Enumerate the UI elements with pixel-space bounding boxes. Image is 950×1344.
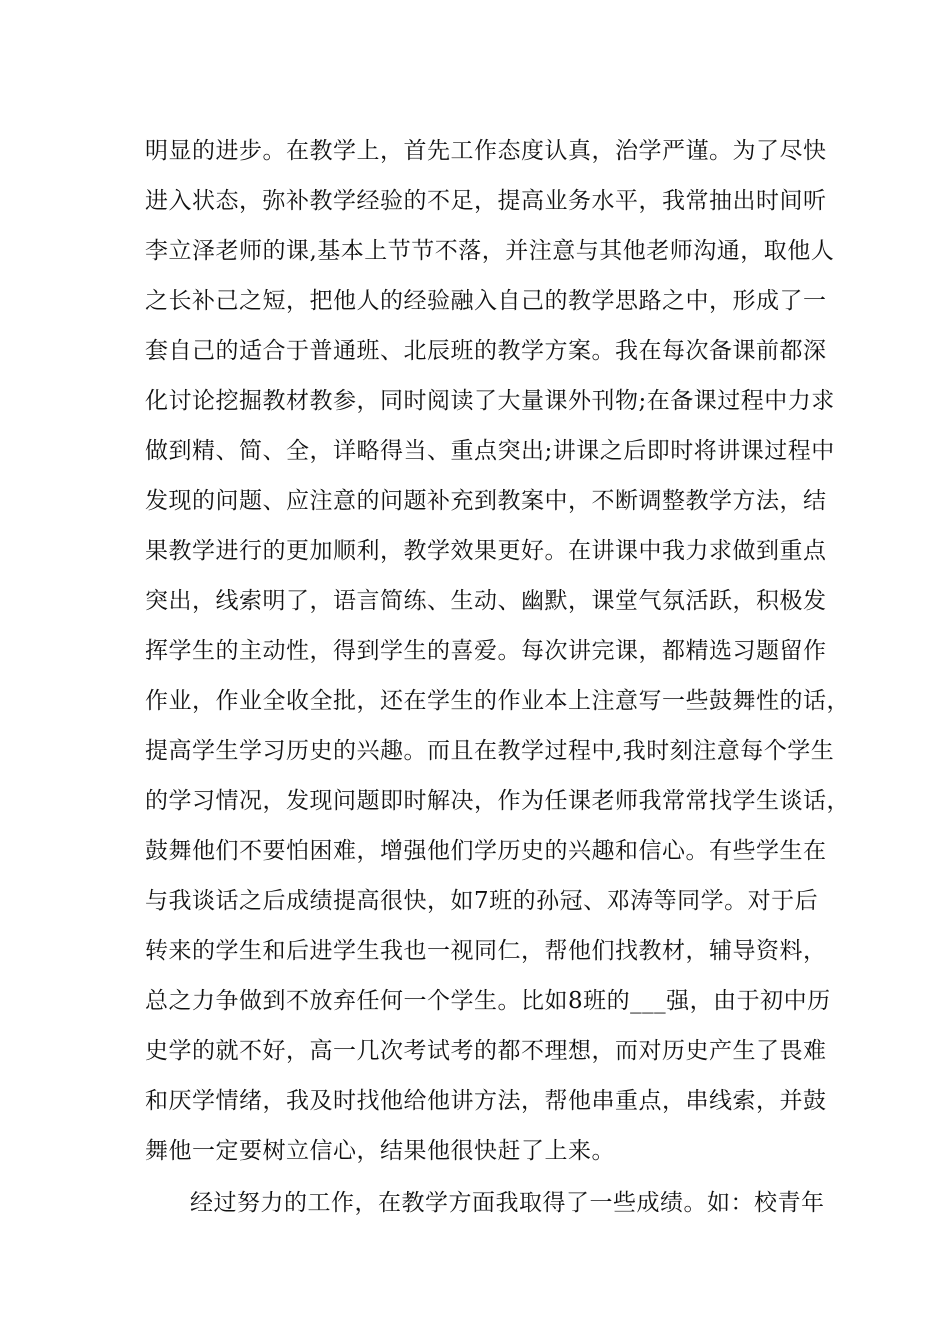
text-line: 转来的学生和后进学生我也一视同仁，帮他们找教材，辅导资料，	[145, 938, 827, 964]
text-line: 李立泽老师的课,基本上节节不落，并注意与其他老师沟通，取他人	[145, 238, 835, 264]
text-line: 果教学进行的更加顺利，教学效果更好。在讲课中我力求做到重点	[145, 538, 827, 564]
text-line: 的学习情况，发现问题即时解决，作为任课老师我常常找学生谈话，	[145, 788, 850, 814]
text-line: 提高学生学习历史的兴趣。而且在教学过程中,我时刻注意每个学生	[145, 738, 835, 764]
text-line: 化讨论挖掘教材教参，同时阅读了大量课外刊物;在备课过程中力求	[145, 388, 835, 414]
text-line: 鼓舞他们不要怕困难，增强他们学历史的兴趣和信心。有些学生在	[145, 838, 827, 864]
text-line: 作业，作业全收全批，还在学生的作业本上注意写一些鼓舞性的话，	[145, 688, 850, 714]
text-line: 和厌学情绪，我及时找他给他讲方法，帮他串重点，串线索，并鼓	[145, 1088, 827, 1114]
text-line: 史学的就不好，高一几次考试考的都不理想，而对历史产生了畏难	[145, 1038, 827, 1064]
paragraph-start-line: 经过努力的工作，在教学方面我取得了一些成绩。如：校青年	[190, 1190, 825, 1216]
text-line: 之长补己之短，把他人的经验融入自己的教学思路之中，形成了一	[145, 288, 827, 314]
text-line: 明显的进步。在教学上，首先工作态度认真，治学严谨。为了尽快	[145, 138, 827, 164]
text-line: 与我谈话之后成绩提高很快，如7班的孙冠、邓涛等同学。对于后	[145, 888, 819, 914]
text-line: 进入状态，弥补教学经验的不足，提高业务水平，我常抽出时间听	[145, 188, 827, 214]
text-line: 发现的问题、应注意的问题补充到教案中，不断调整教学方法，结	[145, 488, 827, 514]
text-line: 做到精、简、全，详略得当、重点突出;讲课之后即时将讲课过程中	[145, 438, 835, 464]
text-line: 舞他一定要树立信心，结果他很快赶了上来。	[145, 1138, 615, 1164]
text-line: 总之力争做到不放弃任何一个学生。比如8班的___强，由于初中历	[145, 988, 831, 1014]
text-line: 突出，线索明了，语言简练、生动、幽默，课堂气氛活跃，积极发	[145, 588, 827, 614]
text-line: 挥学生的主动性，得到学生的喜爱。每次讲完课，都精选习题留作	[145, 638, 827, 664]
text-line: 套自己的适合于普通班、北辰班的教学方案。我在每次备课前都深	[145, 338, 827, 364]
